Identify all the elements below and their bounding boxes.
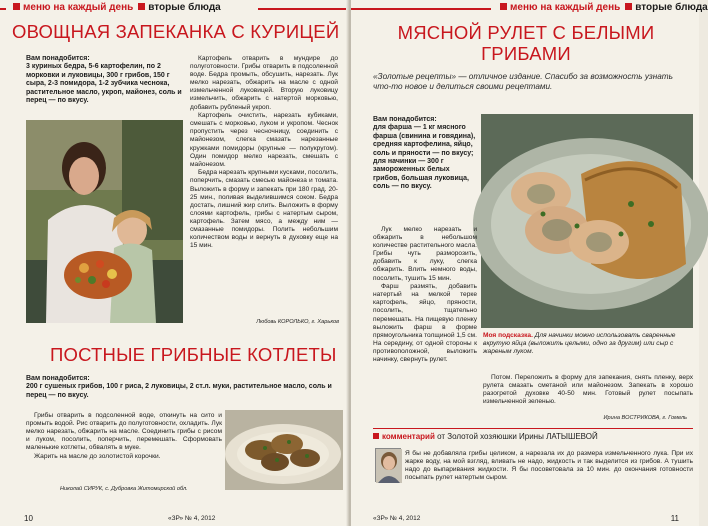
cutlets-step-1: Грибы отварить в подсоленной воде, откинуть на сито и промыть водой. Рис отварить до полуготовности, охладить. Лук мелко нарезать, обжарить на масле. Соединить грибы с рисом и луком, посолить, поперчить, перемешать. Сформовать маленькие котлеты, обвалять в муке.	[26, 412, 222, 452]
roll-step-2: Фарш размять, добавить натертый на мелкой терке картофель, яйцо, пряности, посолить, тщательно перемешать. На пищевую пленку выложить фарш в форме прямоугольника толщиной 1,5 см. На середину, от одной стороны к противоположной, выложить начинку, свернуть рулет.	[373, 283, 477, 363]
comment-header	[373, 432, 598, 442]
signature-vostrikova: Ирина ВОСТРИКОВА, г. Гомель	[603, 415, 687, 421]
casserole-step-2: Картофель очистить, нарезать кубиками, смешать с морковью, луком и укропом. Чеснок пропустить через чесночницу, соединить с майонезом, слегка смазать нарезанные кружками помидоры (крупные — полукругом). Один помидор мелко нарезать, смешать с майонезом.	[190, 112, 338, 168]
tip-text: Для начинки можно использовать сваренные вкрутую яйца (выложить целыми, одно за другим) или сыр с жареным луком.	[483, 332, 676, 356]
left-page	[0, 0, 349, 526]
comment-label: комментарий	[382, 432, 435, 441]
photo-meat-roll	[481, 114, 693, 328]
ingredients-label: Вам понадобится:	[26, 55, 90, 62]
header-subsection: вторые блюда	[148, 2, 221, 13]
signature-korolko: Любовь КОРОЛЬКО, г. Харьков	[256, 319, 339, 325]
casserole-instructions	[190, 55, 338, 251]
tip-label: Моя подсказка.	[483, 332, 533, 339]
roll-step-1: Лук мелко нарезать и обжарить в небольшом количестве растительного масла. Грибы чуть разморозить, добавить к луку, слегка обжарить. Влить немного воды, посолить, тушить 15 мин.	[373, 226, 477, 282]
ingredients-text: для фарша — 1 кг мясного фарша (свинина и говядина), средняя картофелина, яйцо, соль и пряности — по вкусу; для начинки — 300 г замороженных белых грибов, большая луковица, соль — по вкусу.	[373, 124, 476, 191]
magazine-issue-right: «ЗР» № 4, 2012	[373, 515, 421, 522]
left-header	[0, 2, 349, 14]
cutlets-instructions	[26, 412, 222, 462]
ingredients-roll	[373, 116, 477, 192]
ingredients-cutlets	[26, 375, 342, 400]
roll-instructions	[373, 226, 477, 365]
casserole-step-1: Картофель отварить в мундире до полуготовности. Грибы отварить в подсоленной воде. Бедра промыть, обсушить, нарезать. Лук мелко нарезать, обжарить на масле с одной измельченной луковицей. Вторую луковицу измельчить, обжарить с натертой морковью, добавить рубленый укроп.	[190, 55, 338, 111]
header-square-icon	[138, 3, 145, 10]
ingredients-text: 3 куриных бедра, 5-6 картофелин, по 2 морковки и луковицы, 300 г грибов, 150 г сыра, 2-3 помидора, 1-2 зубчика чеснока, растительное масло, укроп, майонез, соль и перец — по вкусу.	[26, 63, 182, 105]
casserole-step-3: Бедра нарезать крупными кусками, посолить, поперчить, смазать смесью майонеза и томата. Выложить в форму и запекать при 180 град. 20-25 мин., поливая выделившимся соком. Бедра достать, лишний жир слить. Выложить в форму слоями картофель, грибы с натертым сыром, картофель. Затем мясо, а между ним — смазанные помидоры. Полить небольшим количеством воды и вернуть в духовку еще на 15 мин.	[190, 169, 338, 250]
comment-text: Я бы не добавляла грибы целиком, а нарезала их до размера измельченного лука. При их жарке воду, на мой взгляд, вливать не надо, жидкость и так выделится из грибов. А тушить надо до выпаривания жидкости. Я бы посоветовала за 10 мин. до окончания готовности посыпать рулет натертым сыром.	[405, 450, 693, 482]
photo-cutlets	[225, 410, 343, 490]
ingredients-label: Вам понадобится:	[26, 375, 90, 382]
magazine-issue-left: «ЗР» № 4, 2012	[168, 515, 216, 522]
header-square-icon	[625, 3, 632, 10]
roll-step-3: Потом. Переложить в форму для запекания, снять пленку, верх рулета смазать сметаной или майонезом. Запекать в хорошо разогретой духовке 40-50 мин. Готовый рулет посыпать измельченной зеленью.	[483, 374, 693, 406]
tip-box	[483, 332, 693, 356]
right-header	[351, 2, 708, 14]
ingredients-casserole	[26, 55, 184, 105]
avatar-expert	[375, 448, 401, 482]
page-number-left: 10	[24, 514, 33, 523]
header-square-icon	[13, 3, 20, 10]
ingredients-text: 200 г сушеных грибов, 100 г риса, 2 луковицы, 2 ст.л. муки, растительное масло, соль и перец — по вкусу.	[26, 383, 332, 399]
comment-square-icon	[373, 433, 379, 439]
page-number-right: 11	[670, 514, 679, 523]
photo-woman-child-casserole	[26, 120, 183, 323]
recipe-title-casserole: ОВОЩНАЯ ЗАПЕКАНКА С КУРИЦЕЙ	[12, 21, 340, 42]
header-section: меню на каждый день	[23, 2, 134, 13]
signature-siruk: Николай СИРУК, с. Дубровка Житомирской обл.	[60, 486, 188, 492]
comment-divider	[373, 428, 693, 429]
recipe-title-roll: МЯСНОЙ РУЛЕТ С БЕЛЫМИ ГРИБАМИ	[397, 22, 655, 64]
header-section: меню на каждый день	[510, 2, 621, 13]
comment-author: от Золотой хозяюшки Ирины ЛАТЫШЕВОЙ	[437, 432, 598, 441]
header-square-icon	[500, 3, 507, 10]
header-subsection: вторые блюда	[635, 2, 708, 13]
roll-instructions-continued	[483, 374, 693, 407]
recipe-title-cutlets: ПОСТНЫЕ ГРИБНЫЕ КОТЛЕТЫ	[50, 344, 337, 365]
reader-intro: «Золотые рецепты» — отличное издание. Спасибо за возможность узнать что-то новое и делиться своими рецептами.	[373, 72, 673, 92]
cutlets-step-2: Жарить на масле до золотистой корочки.	[34, 452, 161, 460]
ingredients-label: Вам понадобится:	[373, 116, 437, 123]
right-page	[351, 0, 708, 526]
